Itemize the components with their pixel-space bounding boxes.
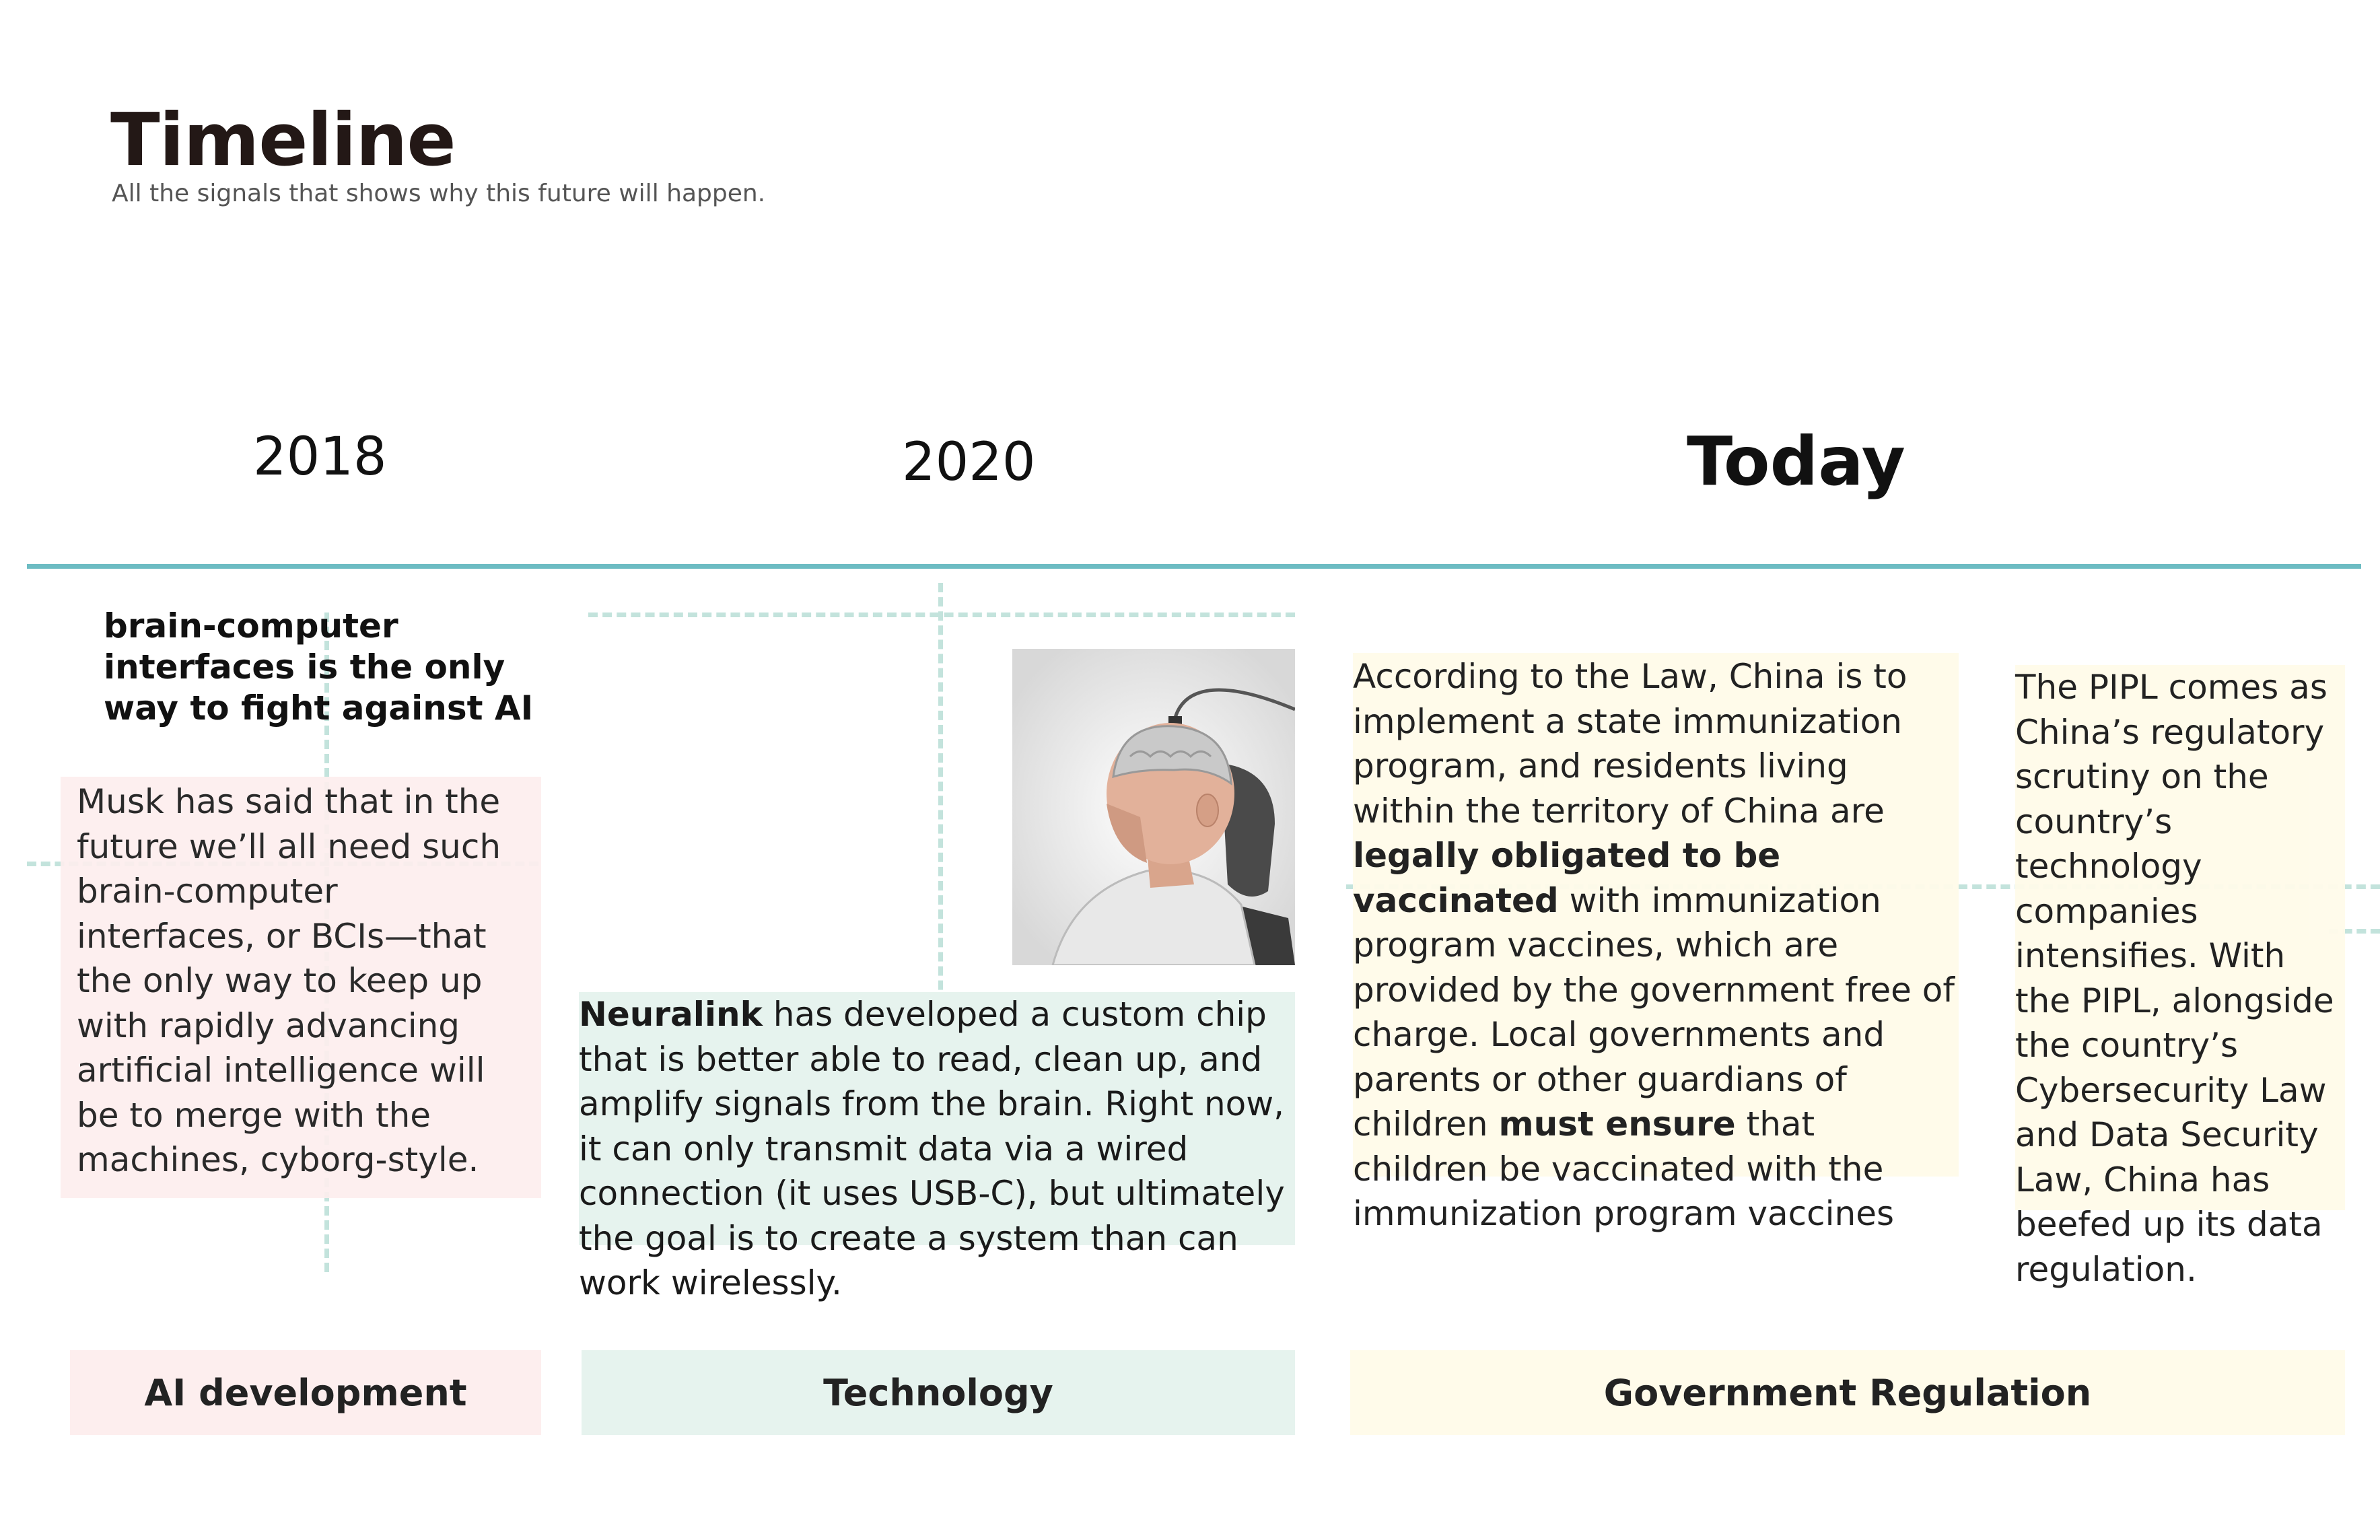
ai-development-card	[61, 777, 541, 1198]
category-technology-label: Technology	[823, 1371, 1053, 1414]
law-bold-1: legally obligated to be vaccinated	[1353, 836, 1781, 920]
law-text-3: that children be vaccinated with the immunization program vaccines	[1353, 1105, 1895, 1233]
page-subtitle: All the signals that shows why this future will happen.	[112, 180, 766, 207]
category-government-regulation	[1350, 1350, 2345, 1435]
pipl-text: The PIPL comes as China’s regulatory scrutiny on the country’s technology companies intensifies. With the PIPL, alongside the country’s Cybersecurity Law and Data Security Law, China has beefed up its data regulation.	[2015, 668, 2334, 1289]
technology-card-bold: Neuralink	[579, 995, 763, 1034]
year-today: Today	[1687, 422, 1905, 501]
neuralink-illustration-icon	[1012, 649, 1295, 965]
year-2018: 2018	[253, 427, 387, 487]
category-regulation-label: Government Regulation	[1603, 1371, 2092, 1414]
page-title: Timeline	[110, 98, 456, 182]
law-text-1: According to the Law, China is to implement a state immunization program, and residents living within the territory of China are	[1353, 657, 1908, 831]
pipl-card	[2015, 665, 2345, 1289]
ai-card-text: Musk has said that in the future we’ll all need such brain-computer interfaces, or BCIs—that the only way to keep up with rapidly advancing artificial intelligence will be to merge with the machines, cyborg-style.	[77, 782, 501, 1179]
law-text-2: with immunization program vaccines, which are provided by the government free of charge. Local governments and parents or other guardians of children	[1353, 880, 1955, 1144]
timeline-axis	[27, 564, 2361, 569]
category-ai-label: AI development	[144, 1371, 467, 1414]
technology-card	[579, 992, 1295, 1302]
category-ai-development	[70, 1350, 541, 1435]
ai-headline: brain-computer interfaces is the only way to fight against AI	[104, 606, 534, 728]
immunization-law-card	[1353, 653, 1959, 1233]
category-technology	[582, 1350, 1295, 1435]
neuralink-image	[1012, 649, 1295, 965]
year-2020: 2020	[902, 432, 1036, 493]
technology-card-text: has developed a custom chip that is better able to read, clean up, and amplify signals from the brain. Right now, it can only transmit data via a wired connection (it uses USB-C), but ultimately the goal is to create a system than can work wirelessly.	[579, 995, 1285, 1302]
law-bold-2: must ensure	[1498, 1105, 1736, 1144]
